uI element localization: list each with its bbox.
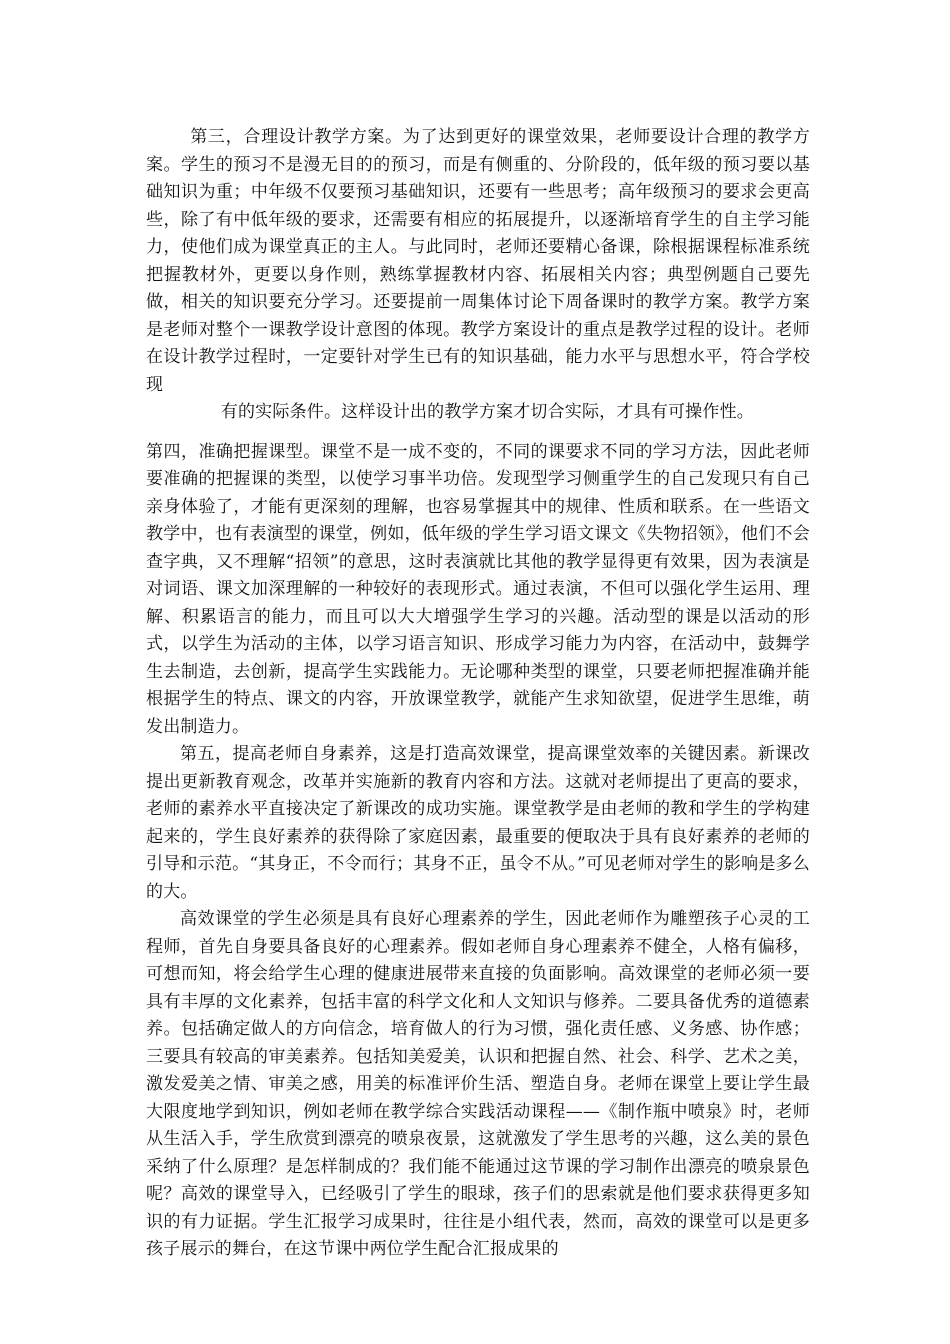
paragraph-tail-text: 有的实际条件。这样设计出的教学方案才切合实际，才具有可操作性。 bbox=[220, 402, 754, 422]
paragraph-lesson-type: 第四，准确把握课型。课堂不是一成不变的，不同的课要求不同的学习方法，因此老师要准确的把握课的类型，以使学习事半功倍。发现型学习侧重学生的自己发现只有自己亲身体验了，才能有更深刻的理解，也容易掌握其中的规律、性质和联系。在一些语文教学中，也有表演型的课堂，例如，低年级的学生学习语文课文《失物招领》，他们不会查字典，又不理解“招领”的意思，这时表演就比其他的教学显得更有效果，因为表演是对词语、课文加深理解的一种较好的表现形式。通过表演，不但可以强化学生运用、理解、积累语言的能力，而且可以大大增强学生学习的兴趣。活动型的课是以活动的形式，以学生为活动的主体，以学习语言知识、形成学习能力为内容，在活动中，鼓舞学生去制造，去创新，提高学生实践能力。无论哪种类型的课堂，只要老师把握准确并能根据学生的特点、课文的内容，开放课堂教学，就能产生求知欲望，促进学生思维，萌发出制造力。 bbox=[146, 441, 810, 737]
paragraph-psychological-quality: 高效课堂的学生必须是具有良好心理素养的学生，因此老师作为雕塑孩子心灵的工程师，首先自身要具备良好的心理素养。假如老师自身心理素养不健全，人格有偏移，可想而知，将会给学生心理的健康进展带来直接的负面影响。高效课堂的老师必须一要具有丰厚的文化素养，包括丰富的科学文化和人文知识与修养。二要具备优秀的道德素养。包括确定做人的方向信念，培育做人的行为习惯，强化责任感、义务感、协作感；三要具有较高的审美素养。包括知美爱美，认识和把握自然、社会、科学、艺术之美，激发爱美之情、审美之感，用美的标准评价生活、塑造自身。老师在课堂上要让学生最大限度地学到知识，例如老师在教学综合实践活动课程——《制作瓶中喷泉》时，老师从生活入手，学生欣赏到漂亮的喷泉夜景，这就激发了学生思考的兴趣，这么美的景色采纳了什么原理？是怎样制成的？我们能不能通过这节课的学习制作出漂亮的喷泉景色呢？高效的课堂导入，已经吸引了学生的眼球，孩子们的思索就是他们要求获得更多知识的有力证据。学生汇报学习成果时，往往是小组代表，然而，高效的课堂可以是更多孩子展示的舞台，在这节课中两位学生配合汇报成果的 bbox=[146, 909, 810, 1259]
paragraph-teacher-quality: 第五，提高老师自身素养，这是打造高效课堂，提高课堂效率的关键因素。新课改提出更新教育观念，改革并实施新的教育内容和方法。这就对老师提出了更高的要求，老师的素养水平直接决定了新课改的成功实施。课堂教学是由老师的教和学生的学构建起来的，学生良好素养的获得除了家庭因素，最重要的便取决于具有良好素养的老师的引导和示范。“其身正，不令而行；其身不正，虽令不从。”可见老师对学生的影响是多么的大。 bbox=[146, 744, 810, 902]
paragraph-design-teaching-plan bbox=[146, 124, 810, 427]
document-body bbox=[146, 124, 810, 1264]
paragraph-text: 第三，合理设计教学方案。为了达到更好的课堂效果，老师要设计合理的教学方案。学生的预习不是漫无目的的预习，而是有侧重的、分阶段的，低年级的预习要以基础知识为重；中年级不仅要预习基础知识，还要有一些思考；高年级预习的要求会更高些，除了有中低年级的要求，还需要有相应的拓展提升，以逐渐培育学生的自主学习能力，使他们成为课堂真正的主人。与此同时，老师还要精心备课，除根据课程标准系统把握教材外，更要以身作则，熟练掌握教材内容、拓展相关内容；典型例题自己要先做，相关的知识要充分学习。还要提前一周集体讨论下周备课时的教学方案。教学方案是老师对整个一课教学设计意图的体现。教学方案设计的重点是教学过程的设计。老师在设计教学过程时，一定要针对学生已有的知识基础，能力水平与思想水平，符合学校现 bbox=[146, 127, 810, 395]
paragraph-gap bbox=[146, 427, 810, 439]
